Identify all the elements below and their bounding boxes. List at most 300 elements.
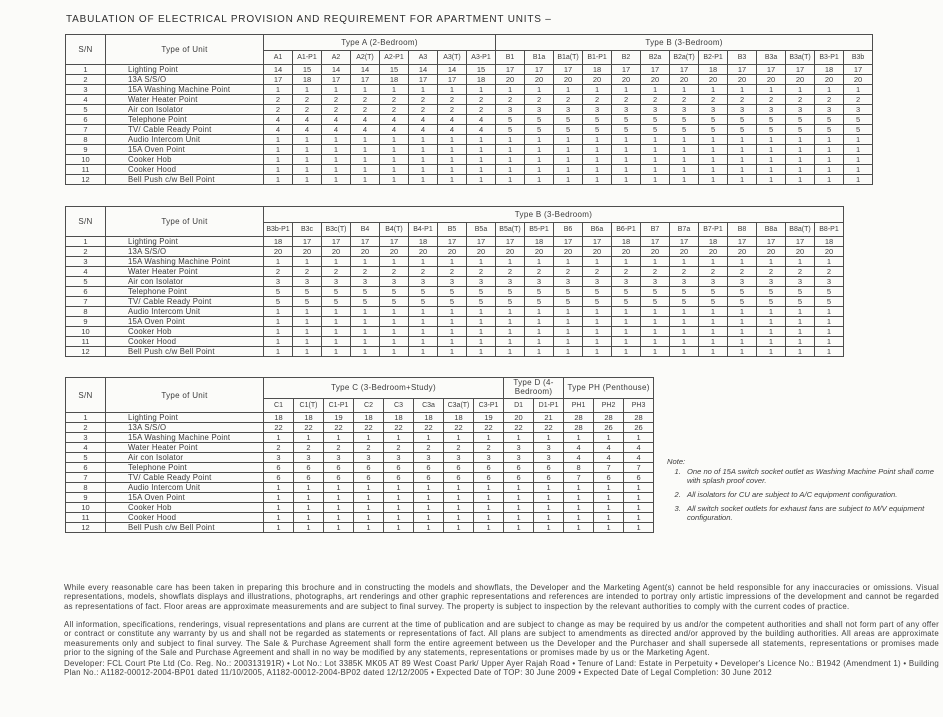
value-cell: 28 xyxy=(594,413,624,423)
value-cell: 1 xyxy=(380,337,409,347)
value-cell: 1 xyxy=(354,483,384,493)
value-cell: 1 xyxy=(554,165,583,175)
value-cell: 1 xyxy=(728,257,757,267)
value-cell: 20 xyxy=(757,75,786,85)
value-cell: 5 xyxy=(670,287,699,297)
provision-row xyxy=(66,135,873,145)
value-cell: 1 xyxy=(612,307,641,317)
value-cell: 1 xyxy=(583,307,612,317)
value-cell: 14 xyxy=(264,65,293,75)
value-cell: 17 xyxy=(351,75,380,85)
value-cell: 1 xyxy=(786,165,815,175)
value-cell: 3 xyxy=(409,277,438,287)
value-cell: 20 xyxy=(641,75,670,85)
value-cell: 6 xyxy=(534,463,564,473)
sn-header: S/N xyxy=(66,207,106,237)
value-cell: 1 xyxy=(583,347,612,357)
value-cell: 5 xyxy=(670,115,699,125)
sn-cell: 2 xyxy=(66,423,106,433)
sn-cell: 11 xyxy=(66,337,106,347)
provision-row xyxy=(66,327,844,337)
value-cell: 2 xyxy=(757,267,786,277)
value-cell: 3 xyxy=(670,105,699,115)
provision-row xyxy=(66,85,873,95)
value-cell: 17 xyxy=(438,75,467,85)
value-cell: 7 xyxy=(624,463,654,473)
sn-cell: 7 xyxy=(66,297,106,307)
provision-row xyxy=(66,247,844,257)
value-cell: 5 xyxy=(554,115,583,125)
value-cell: 3 xyxy=(294,453,324,463)
value-cell: 1 xyxy=(815,145,844,155)
value-cell: 3 xyxy=(474,453,504,463)
unit-label-cell: 15A Oven Point xyxy=(106,493,264,503)
sn-cell: 10 xyxy=(66,503,106,513)
value-cell: 20 xyxy=(612,75,641,85)
value-cell: 20 xyxy=(844,75,873,85)
provision-row xyxy=(66,267,844,277)
value-cell: 1 xyxy=(467,337,496,347)
value-cell: 1 xyxy=(815,155,844,165)
value-cell: 1 xyxy=(351,175,380,185)
value-cell: 1 xyxy=(786,337,815,347)
value-cell: 1 xyxy=(354,503,384,513)
value-cell: 2 xyxy=(612,267,641,277)
value-cell: 1 xyxy=(564,433,594,443)
value-cell: 1 xyxy=(322,307,351,317)
value-cell: 1 xyxy=(504,513,534,523)
unit-code-header: C1(T) xyxy=(294,399,324,413)
value-cell: 1 xyxy=(728,165,757,175)
value-cell: 4 xyxy=(293,125,322,135)
value-cell: 1 xyxy=(409,337,438,347)
value-cell: 22 xyxy=(264,423,294,433)
value-cell: 20 xyxy=(815,75,844,85)
value-cell: 1 xyxy=(564,513,594,523)
value-cell: 1 xyxy=(757,307,786,317)
value-cell: 1 xyxy=(409,257,438,267)
value-cell: 1 xyxy=(384,433,414,443)
unit-label-cell: Telephone Point xyxy=(106,463,264,473)
value-cell: 1 xyxy=(641,165,670,175)
value-cell: 1 xyxy=(525,317,554,327)
value-cell: 1 xyxy=(594,503,624,513)
value-cell: 5 xyxy=(380,297,409,307)
value-cell: 1 xyxy=(474,433,504,443)
sn-header: S/N xyxy=(66,35,106,65)
value-cell: 1 xyxy=(504,483,534,493)
value-cell: 1 xyxy=(294,493,324,503)
value-cell: 18 xyxy=(699,65,728,75)
value-cell: 2 xyxy=(409,267,438,277)
value-cell: 1 xyxy=(409,307,438,317)
value-cell: 3 xyxy=(264,453,294,463)
value-cell: 1 xyxy=(264,317,293,327)
value-cell: 1 xyxy=(728,347,757,357)
provision-row xyxy=(66,95,873,105)
value-cell: 18 xyxy=(293,75,322,85)
value-cell: 6 xyxy=(474,463,504,473)
unit-code-header: B7-P1 xyxy=(699,223,728,237)
provision-row xyxy=(66,145,873,155)
unit-code-header: B8a xyxy=(757,223,786,237)
value-cell: 17 xyxy=(467,237,496,247)
value-cell: 6 xyxy=(444,473,474,483)
value-cell: 1 xyxy=(294,433,324,443)
value-cell: 20 xyxy=(641,247,670,257)
value-cell: 4 xyxy=(293,115,322,125)
value-cell: 2 xyxy=(583,95,612,105)
value-cell: 1 xyxy=(354,523,384,533)
value-cell: 17 xyxy=(786,65,815,75)
unit-label-cell: Lighting Point xyxy=(106,237,264,247)
value-cell: 1 xyxy=(322,317,351,327)
value-cell: 1 xyxy=(438,317,467,327)
value-cell: 6 xyxy=(624,473,654,483)
value-cell: 1 xyxy=(564,483,594,493)
value-cell: 1 xyxy=(324,523,354,533)
value-cell: 2 xyxy=(322,105,351,115)
value-cell: 22 xyxy=(324,423,354,433)
value-cell: 1 xyxy=(322,135,351,145)
value-cell: 1 xyxy=(612,317,641,327)
sn-cell: 4 xyxy=(66,443,106,453)
value-cell: 1 xyxy=(624,483,654,493)
unit-code-header: A3(T) xyxy=(438,51,467,65)
value-cell: 20 xyxy=(467,247,496,257)
value-cell: 1 xyxy=(757,327,786,337)
value-cell: 18 xyxy=(583,65,612,75)
value-cell: 1 xyxy=(293,317,322,327)
value-cell: 17 xyxy=(583,237,612,247)
value-cell: 17 xyxy=(351,237,380,247)
value-cell: 1 xyxy=(757,175,786,185)
value-cell: 1 xyxy=(467,307,496,317)
value-cell: 26 xyxy=(594,423,624,433)
value-cell: 1 xyxy=(438,337,467,347)
unit-code-header: C3 xyxy=(384,399,414,413)
value-cell: 2 xyxy=(474,443,504,453)
page-title: TABULATION OF ELECTRICAL PROVISION AND REQUIREMENT FOR APARTMENT UNITS – xyxy=(66,14,552,25)
value-cell: 1 xyxy=(504,493,534,503)
type-of-unit-header: Type of Unit xyxy=(106,207,264,237)
sn-cell: 11 xyxy=(66,513,106,523)
unit-label-cell: 15A Washing Machine Point xyxy=(106,85,264,95)
value-cell: 1 xyxy=(322,165,351,175)
value-cell: 17 xyxy=(612,65,641,75)
provision-row xyxy=(66,257,844,267)
unit-code-header: B2-P1 xyxy=(699,51,728,65)
value-cell: 1 xyxy=(444,493,474,503)
value-cell: 1 xyxy=(496,327,525,337)
value-cell: 1 xyxy=(438,85,467,95)
value-cell: 1 xyxy=(757,155,786,165)
value-cell: 1 xyxy=(670,327,699,337)
value-cell: 5 xyxy=(293,297,322,307)
value-cell: 5 xyxy=(264,297,293,307)
sn-cell: 5 xyxy=(66,453,106,463)
value-cell: 20 xyxy=(757,247,786,257)
value-cell: 6 xyxy=(324,463,354,473)
value-cell: 3 xyxy=(351,277,380,287)
unit-code-header: A1-P1 xyxy=(293,51,322,65)
value-cell: 1 xyxy=(641,317,670,327)
value-cell: 2 xyxy=(815,267,844,277)
value-cell: 1 xyxy=(699,347,728,357)
value-cell: 1 xyxy=(699,155,728,165)
value-cell: 4 xyxy=(351,115,380,125)
value-cell: 1 xyxy=(444,513,474,523)
value-cell: 4 xyxy=(322,125,351,135)
value-cell: 1 xyxy=(815,175,844,185)
value-cell: 2 xyxy=(354,443,384,453)
unit-code-header: B5 xyxy=(438,223,467,237)
value-cell: 1 xyxy=(409,135,438,145)
value-cell: 18 xyxy=(525,237,554,247)
value-cell: 5 xyxy=(612,125,641,135)
value-cell: 1 xyxy=(409,155,438,165)
value-cell: 2 xyxy=(384,443,414,453)
value-cell: 17 xyxy=(728,65,757,75)
value-cell: 17 xyxy=(757,65,786,75)
value-cell: 1 xyxy=(612,337,641,347)
value-cell: 18 xyxy=(380,75,409,85)
value-cell: 6 xyxy=(354,473,384,483)
value-cell: 1 xyxy=(496,135,525,145)
value-cell: 5 xyxy=(641,115,670,125)
value-cell: 3 xyxy=(525,105,554,115)
value-cell: 1 xyxy=(438,307,467,317)
unit-code-header: A2(T) xyxy=(351,51,380,65)
value-cell: 4 xyxy=(380,125,409,135)
unit-label-cell: Cooker Hood xyxy=(106,165,264,175)
value-cell: 1 xyxy=(264,483,294,493)
value-cell: 1 xyxy=(583,145,612,155)
value-cell: 5 xyxy=(728,287,757,297)
value-cell: 2 xyxy=(264,95,293,105)
provision-row xyxy=(66,65,873,75)
value-cell: 20 xyxy=(496,75,525,85)
value-cell: 8 xyxy=(564,463,594,473)
unit-label-cell: Cooker Hob xyxy=(106,327,264,337)
value-cell: 20 xyxy=(504,413,534,423)
value-cell: 5 xyxy=(670,125,699,135)
value-cell: 17 xyxy=(844,65,873,75)
value-cell: 1 xyxy=(409,145,438,155)
value-cell: 4 xyxy=(438,125,467,135)
value-cell: 1 xyxy=(728,175,757,185)
provision-row xyxy=(66,165,873,175)
value-cell: 3 xyxy=(414,453,444,463)
value-cell: 1 xyxy=(670,135,699,145)
value-cell: 1 xyxy=(467,165,496,175)
value-cell: 5 xyxy=(728,297,757,307)
provision-row xyxy=(66,413,654,423)
sn-cell: 12 xyxy=(66,523,106,533)
provision-row xyxy=(66,317,844,327)
value-cell: 4 xyxy=(264,125,293,135)
value-cell: 4 xyxy=(438,115,467,125)
value-cell: 1 xyxy=(264,523,294,533)
value-cell: 1 xyxy=(409,327,438,337)
value-cell: 2 xyxy=(525,267,554,277)
value-cell: 1 xyxy=(786,327,815,337)
value-cell: 20 xyxy=(264,247,293,257)
unit-code-header: PH3 xyxy=(624,399,654,413)
value-cell: 1 xyxy=(564,523,594,533)
value-cell: 20 xyxy=(786,75,815,85)
value-cell: 1 xyxy=(467,155,496,165)
value-cell: 2 xyxy=(641,95,670,105)
value-cell: 1 xyxy=(414,523,444,533)
note-item: 1. One no of 15A switch socket outlet as Washing Machine Point shall come with splash proof cover. xyxy=(683,467,939,485)
provision-row xyxy=(66,155,873,165)
value-cell: 1 xyxy=(583,135,612,145)
unit-code-header: C3-P1 xyxy=(474,399,504,413)
value-cell: 2 xyxy=(525,95,554,105)
unit-label-cell: Air con Isolator xyxy=(106,105,264,115)
unit-label-cell: Water Heater Point xyxy=(106,267,264,277)
value-cell: 1 xyxy=(264,503,294,513)
provision-row xyxy=(66,115,873,125)
value-cell: 5 xyxy=(583,287,612,297)
unit-code-header: B3 xyxy=(728,51,757,65)
value-cell: 17 xyxy=(496,237,525,247)
value-cell: 3 xyxy=(264,277,293,287)
value-cell: 5 xyxy=(583,125,612,135)
value-cell: 18 xyxy=(699,237,728,247)
value-cell: 2 xyxy=(380,267,409,277)
value-cell: 2 xyxy=(815,95,844,105)
unit-label-cell: 15A Washing Machine Point xyxy=(106,433,264,443)
value-cell: 5 xyxy=(670,297,699,307)
value-cell: 1 xyxy=(380,327,409,337)
value-cell: 1 xyxy=(612,135,641,145)
value-cell: 1 xyxy=(670,307,699,317)
value-cell: 5 xyxy=(641,297,670,307)
value-cell: 1 xyxy=(264,347,293,357)
unit-code-header: B3b-P1 xyxy=(264,223,293,237)
value-cell: 1 xyxy=(670,145,699,155)
value-cell: 1 xyxy=(554,135,583,145)
value-cell: 17 xyxy=(670,65,699,75)
sn-cell: 11 xyxy=(66,165,106,175)
unit-label-cell: Air con Isolator xyxy=(106,277,264,287)
value-cell: 5 xyxy=(525,125,554,135)
note-list xyxy=(667,467,939,522)
value-cell: 1 xyxy=(641,135,670,145)
value-cell: 1 xyxy=(786,135,815,145)
value-cell: 5 xyxy=(554,125,583,135)
unit-code-header: C1-P1 xyxy=(324,399,354,413)
value-cell: 2 xyxy=(409,95,438,105)
value-cell: 1 xyxy=(699,135,728,145)
unit-code-header: B7a xyxy=(670,223,699,237)
value-cell: 5 xyxy=(844,115,873,125)
value-cell: 1 xyxy=(380,257,409,267)
value-cell: 1 xyxy=(554,155,583,165)
unit-label-cell: TV/ Cable Ready Point xyxy=(106,473,264,483)
value-cell: 5 xyxy=(438,297,467,307)
value-cell: 1 xyxy=(583,337,612,347)
value-cell: 1 xyxy=(354,433,384,443)
value-cell: 5 xyxy=(496,287,525,297)
value-cell: 1 xyxy=(534,503,564,513)
value-cell: 20 xyxy=(815,247,844,257)
unit-label-cell: Water Heater Point xyxy=(106,95,264,105)
value-cell: 3 xyxy=(293,277,322,287)
value-cell: 20 xyxy=(525,247,554,257)
value-cell: 2 xyxy=(444,443,474,453)
value-cell: 3 xyxy=(554,277,583,287)
value-cell: 1 xyxy=(525,347,554,357)
value-cell: 1 xyxy=(438,155,467,165)
sn-cell: 3 xyxy=(66,85,106,95)
value-cell: 2 xyxy=(264,105,293,115)
value-cell: 2 xyxy=(351,267,380,277)
sn-cell: 6 xyxy=(66,287,106,297)
value-cell: 1 xyxy=(504,503,534,513)
value-cell: 1 xyxy=(612,85,641,95)
value-cell: 1 xyxy=(699,327,728,337)
value-cell: 18 xyxy=(409,237,438,247)
unit-code-header: B8 xyxy=(728,223,757,237)
value-cell: 1 xyxy=(264,175,293,185)
sn-cell: 9 xyxy=(66,145,106,155)
provision-row xyxy=(66,307,844,317)
value-cell: 1 xyxy=(294,523,324,533)
unit-label-cell: Audio Intercom Unit xyxy=(106,483,264,493)
value-cell: 1 xyxy=(380,317,409,327)
provision-row xyxy=(66,347,844,357)
value-cell: 1 xyxy=(670,155,699,165)
value-cell: 1 xyxy=(380,135,409,145)
value-cell: 19 xyxy=(474,413,504,423)
value-cell: 1 xyxy=(324,493,354,503)
unit-code-header: B3-P1 xyxy=(815,51,844,65)
value-cell: 4 xyxy=(624,443,654,453)
value-cell: 2 xyxy=(324,443,354,453)
provision-row xyxy=(66,337,844,347)
value-cell: 1 xyxy=(293,165,322,175)
value-cell: 1 xyxy=(525,165,554,175)
provision-row xyxy=(66,287,844,297)
value-cell: 2 xyxy=(351,95,380,105)
unit-code-header: B2a(T) xyxy=(670,51,699,65)
value-cell: 18 xyxy=(414,413,444,423)
value-cell: 1 xyxy=(815,85,844,95)
value-cell: 1 xyxy=(815,135,844,145)
value-cell: 1 xyxy=(264,337,293,347)
value-cell: 2 xyxy=(496,267,525,277)
value-cell: 1 xyxy=(699,257,728,267)
value-cell: 2 xyxy=(414,443,444,453)
value-cell: 1 xyxy=(409,175,438,185)
value-cell: 1 xyxy=(351,307,380,317)
value-cell: 1 xyxy=(264,165,293,175)
value-cell: 1 xyxy=(293,327,322,337)
value-cell: 1 xyxy=(757,317,786,327)
value-cell: 14 xyxy=(438,65,467,75)
value-cell: 1 xyxy=(554,337,583,347)
value-cell: 1 xyxy=(757,347,786,357)
value-cell: 3 xyxy=(757,105,786,115)
value-cell: 5 xyxy=(699,125,728,135)
value-cell: 1 xyxy=(504,523,534,533)
value-cell: 1 xyxy=(380,155,409,165)
value-cell: 4 xyxy=(624,453,654,463)
unit-label-cell: 13A S/S/O xyxy=(106,75,264,85)
